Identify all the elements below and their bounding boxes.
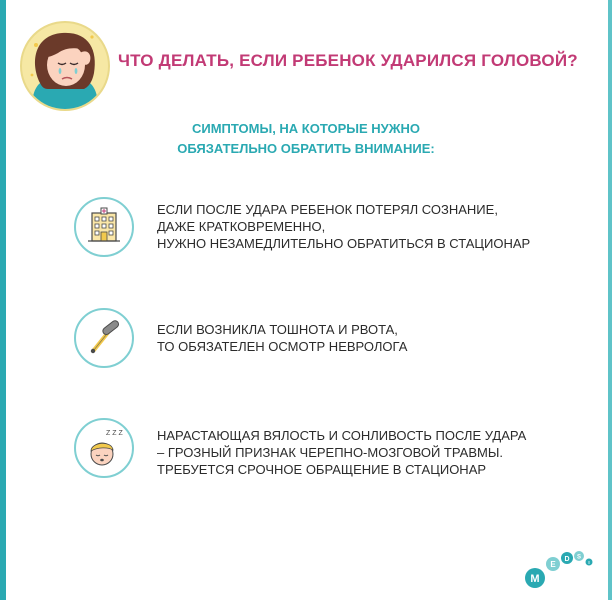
logo-letter-i: I [588,560,590,565]
zzz-text: Z Z Z [106,430,123,437]
subtitle-line-1: СИМПТОМЫ, НА КОТОРЫЕ НУЖНО [192,121,420,136]
logo-letter-m: M [530,573,540,585]
subtitle-line-2: ОБЯЗАТЕЛЬНО ОБРАТИТЬ ВНИМАНИЕ: [177,141,435,156]
logo-letter-s: S [576,554,582,561]
symptoms-subtitle [0,119,612,159]
symptom-item-2 [157,321,597,355]
logo-letter-d: D [564,556,570,563]
symptom-item-3 [157,427,597,478]
symptom-item-1 [157,201,597,252]
symptom-3-line-1: НАРАСТАЮЩАЯ ВЯЛОСТЬ И СОНЛИВОСТЬ ПОСЛЕ УДАРА [157,428,527,443]
symptom-1-line-3: НУЖНО НЕЗАМЕДЛИТЕЛЬНО ОБРАТИТЬСЯ В СТАЦИОНАР [157,236,531,251]
page-title: ЧТО ДЕЛАТЬ, ЕСЛИ РЕБЕНОК УДАРИЛСЯ ГОЛОВОЙ? [118,51,578,70]
crying-girl-avatar [20,21,110,111]
medsi-logo [523,548,593,594]
sleepy-face-icon [74,418,134,478]
symptom-1-line-2: ДАЖЕ КРАТКОВРЕМЕННО, [157,219,326,234]
right-frame-stripe [608,0,612,600]
symptom-3-line-2: – ГРОЗНЫЙ ПРИЗНАК ЧЕРЕПНО-МОЗГОВОЙ ТРАВМЫ. [157,445,503,460]
logo-letter-e: E [550,560,556,569]
reflex-hammer-icon [74,308,134,368]
symptom-2-line-1: ЕСЛИ ВОЗНИКЛА ТОШНОТА И РВОТА, [157,322,398,337]
symptom-3-line-3: ТРЕБУЕТСЯ СРОЧНОЕ ОБРАЩЕНИЕ В СТАЦИОНАР [157,462,487,477]
left-frame-stripe [0,0,6,600]
symptom-2-line-2: ТО ОБЯЗАТЕЛЕН ОСМОТР НЕВРОЛОГА [157,339,408,354]
symptom-1-line-1: ЕСЛИ ПОСЛЕ УДАРА РЕБЕНОК ПОТЕРЯЛ СОЗНАНИЕ, [157,202,498,217]
hospital-building-icon [74,197,134,257]
